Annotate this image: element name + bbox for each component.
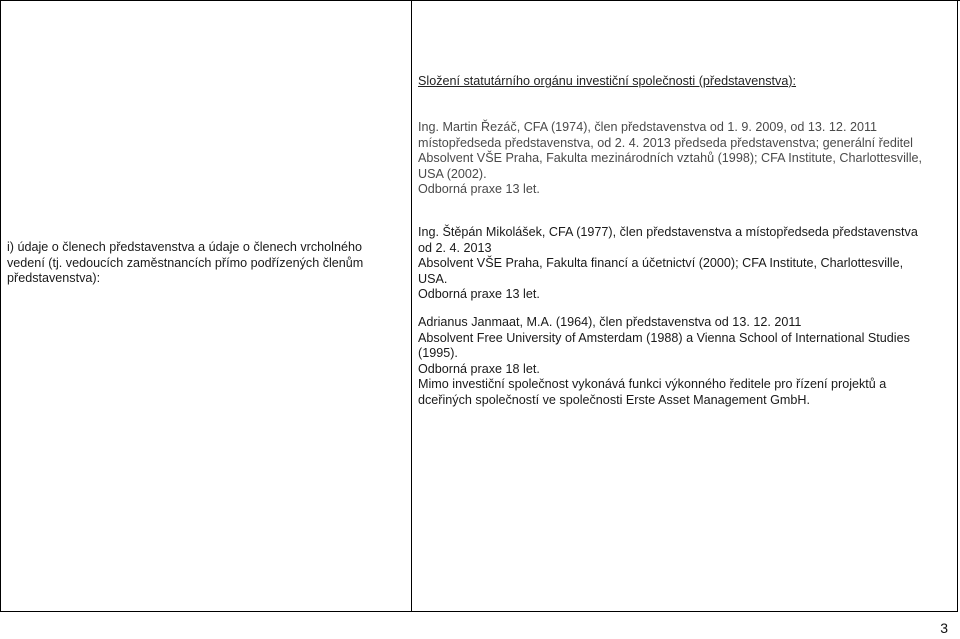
member-adrianus-janmaat	[418, 315, 910, 408]
table-border-right	[957, 0, 958, 612]
member2-line2: od 2. 4. 2013	[418, 240, 492, 255]
member3-line6: dceřiných společností ve společnosti Erste Asset Management GmbH.	[418, 392, 810, 407]
table-border-bottom	[0, 611, 958, 612]
member1-line4: USA (2002).	[418, 166, 487, 181]
member2-line3: Absolvent VŠE Praha, Fakulta financí a účetnictví (2000); CFA Institute, Charlottesville,	[418, 256, 904, 270]
section-i-label	[7, 240, 363, 287]
member1-line2: místopředseda představenstva, od 2. 4. 2013 předseda představenstva; generální ředitel	[418, 135, 913, 150]
table-border-top	[0, 0, 960, 1]
member3-line4: Odborná praxe 18 let.	[418, 361, 540, 376]
member2-line1: Ing. Štěpán Mikolášek, CFA (1977), člen představenstva a místopředseda představenstva	[418, 225, 918, 239]
member1-line3: Absolvent VŠE Praha, Fakulta mezinárodních vztahů (1998); CFA Institute, Charlottesville,	[418, 151, 923, 165]
section-i-line2: vedení (tj. vedoucích zaměstnancích přímo podřízených členům	[7, 255, 364, 270]
member2-line5: Odborná praxe 13 let.	[418, 287, 540, 301]
table-border-left	[0, 0, 1, 612]
member2-line4: USA.	[418, 271, 448, 286]
member3-line1: Adrianus Janmaat, M.A. (1964), člen představenstva od 13. 12. 2011	[418, 315, 802, 329]
member3-line3: (1995).	[418, 346, 458, 360]
section-i-line3: představenstva):	[7, 271, 101, 285]
composition-heading: Složení statutárního orgánu investiční společnosti (představenstva):	[418, 74, 797, 88]
member-stepan-mikolasek	[418, 225, 918, 303]
section-i-line1: i) údaje o členech představenstva a údaje o členech vrcholného	[7, 240, 362, 254]
member1-line1: Ing. Martin Řezáč, CFA (1974), člen představenstva od 1. 9. 2009, od 13. 12. 2011	[418, 120, 878, 134]
member3-line5: Mimo investiční společnost vykonává funkci výkonného ředitele pro řízení projektů a	[418, 377, 887, 391]
member3-line2: Absolvent Free University of Amsterdam (1988) a Vienna School of International Studies	[418, 330, 910, 345]
column-divider	[411, 0, 412, 612]
page-number: 3	[940, 620, 948, 636]
member-martin-rezac	[418, 120, 922, 198]
member1-line5: Odborná praxe 13 let.	[418, 182, 540, 196]
